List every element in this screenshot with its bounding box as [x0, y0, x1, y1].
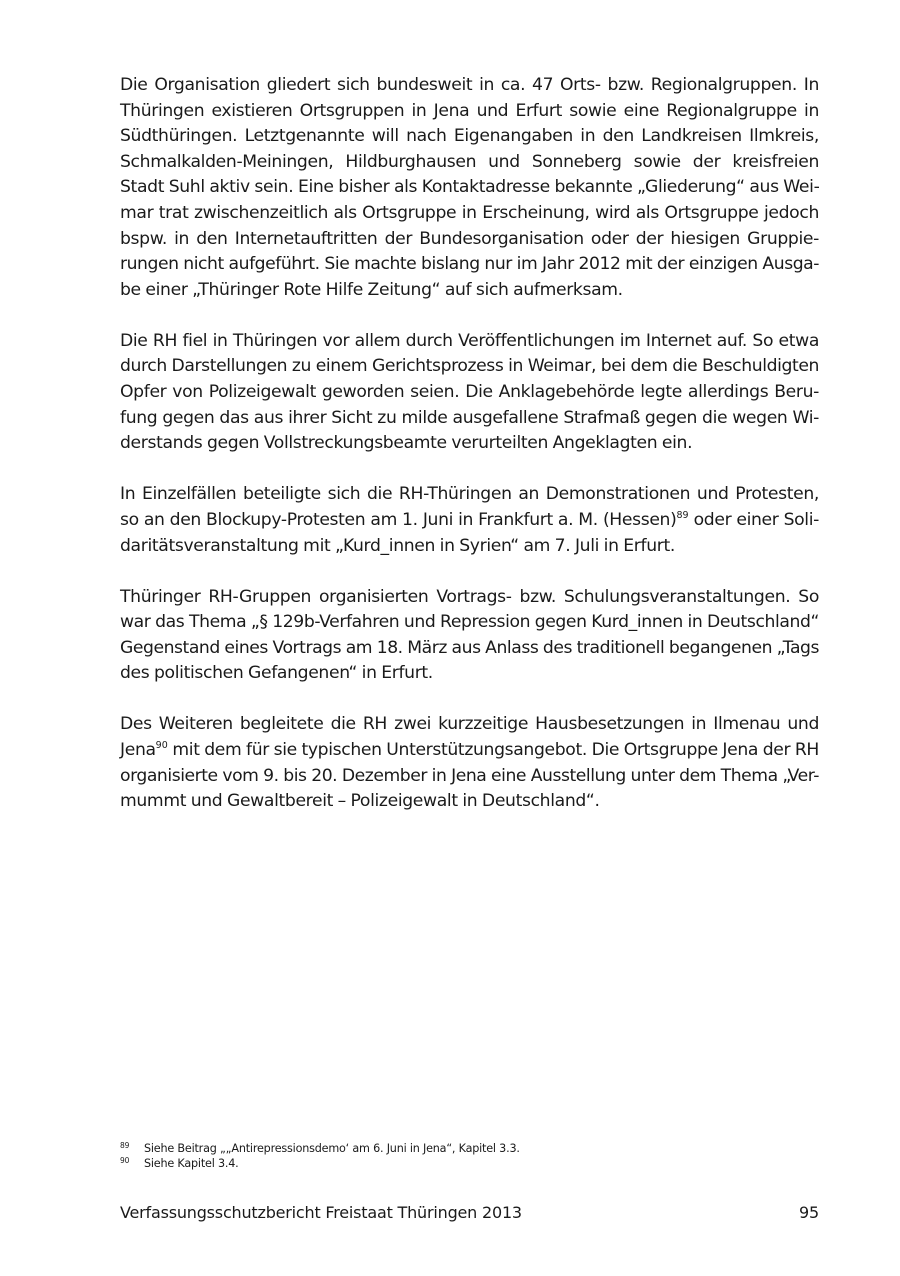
text-line: Die Organisation gliedert sich bundesweit in ca. 47 Orts- bzw. Regionalgruppen. In	[120, 75, 819, 95]
text-line: Thüringer RH-Gruppen organisierten Vortrags- bzw. Schulungsveranstaltungen. So	[120, 586, 819, 607]
text-line: durch Darstellungen zu einem Gerichtsprozess in Weimar, bei dem die Beschuldigten	[120, 356, 819, 377]
text-line: Schmalkalden-Meiningen, Hildburghausen und Sonneberg sowie der kreisfreien	[120, 151, 819, 172]
text-line: fung gegen das aus ihrer Sicht zu milde ausgefallene Strafmaß gegen die wegen Wi-	[120, 407, 819, 428]
text-line: bspw. in den Internetauftritten der Bundesorganisation oder der hiesigen Gruppie-	[120, 228, 819, 249]
paragraph-organisation	[120, 73, 819, 303]
text-line: mar trat zwischenzeitlich als Ortsgruppe in Erscheinung, wird als Ortsgruppe jedoch	[120, 202, 819, 223]
text-line: war das Thema „§ 129b-Verfahren und Repression gegen Kurd_innen in Deutschland“	[120, 612, 819, 633]
footnote-reference[interactable]: 89	[676, 509, 689, 521]
paragraph-demonstrations	[120, 482, 819, 559]
body-text	[120, 73, 819, 840]
text-line: des politischen Gefangenen“ in Erfurt.	[120, 663, 433, 684]
paragraph-squatting	[120, 712, 819, 814]
text-line: Die RH fiel in Thüringen vor allem durch Veröffentlichungen im Internet auf. So etwa	[120, 330, 819, 351]
text-segment: so an den Blockupy-Protesten am 1. Juni in Frankfurt a. M. (Hessen)	[120, 509, 677, 530]
footnote-text: Siehe Beitrag „„Antirepressionsdemo‘ am 6. Juni in Jena“, Kapitel 3.3.	[144, 1142, 520, 1155]
text-segment: mit dem für sie typischen Unterstützungsangebot. Die Ortsgruppe Jena der RH	[167, 740, 819, 761]
footnote-item: 90 Siehe Kapitel 3.4.	[120, 1155, 239, 1170]
text-line: Opfer von Polizeigewalt geworden seien. Die Anklagebehörde legte allerdings Beru-	[120, 382, 819, 403]
text-line	[120, 508, 819, 534]
text-line: Stadt Suhl aktiv sein. Eine bisher als Kontaktadresse bekannte „Gliederung“ aus Wei-	[120, 177, 820, 198]
page-number: 95	[799, 1203, 819, 1222]
text-line: In Einzelfällen beteiligte sich die RH-Thüringen an Demonstrationen und Protesten,	[120, 484, 819, 505]
paragraph-lectures	[120, 585, 819, 687]
text-line: daritätsveranstaltung mit „Kurd_innen in Syrien“ am 7. Juli in Erfurt.	[120, 535, 675, 556]
text-line: be einer „Thüringer Rote Hilfe Zeitung“ auf sich aufmerksam.	[120, 279, 623, 300]
text-line: Thüringen existieren Ortsgruppen in Jena und Erfurt sowie eine Regionalgruppe in	[120, 100, 819, 121]
text-line: organisierte vom 9. bis 20. Dezember in Jena eine Ausstellung unter dem Thema „Ver-	[120, 765, 819, 786]
footer-title: Verfassungsschutzbericht Freistaat Thüringen 2013	[120, 1203, 522, 1222]
paragraph-internet	[120, 329, 819, 457]
footnote-item: 89 Siehe Beitrag „„Antirepressionsdemo‘ am 6. Juni in Jena“, Kapitel 3.3.	[120, 1141, 520, 1155]
text-line: derstands gegen Vollstreckungsbeamte verurteilten Angeklagten ein.	[120, 433, 693, 454]
text-line: rungen nicht aufgeführt. Sie machte bislang nur im Jahr 2012 mit der einzigen Ausga-	[120, 254, 819, 275]
footnote-text: Siehe Kapitel 3.4.	[144, 1156, 239, 1170]
text-segment: Jena	[120, 740, 156, 761]
text-line: Des Weiteren begleitete die RH zwei kurzzeitige Hausbesetzungen in Ilmenau und	[120, 714, 819, 735]
text-line: Südthüringen. Letztgenannte will nach Eigenangaben in den Landkreisen Ilmkreis,	[120, 126, 819, 147]
footnote-reference[interactable]: 90	[155, 740, 168, 752]
text-segment: oder einer Soli-	[688, 509, 819, 530]
text-line: Gegenstand eines Vortrags am 18. März aus Anlass des traditionell begangenen „Tags	[120, 637, 819, 658]
text-line: mummt und Gewaltbereit – Polizeigewalt in Deutschland“.	[120, 791, 600, 812]
footnotes	[120, 1142, 819, 1171]
text-line	[120, 738, 819, 764]
